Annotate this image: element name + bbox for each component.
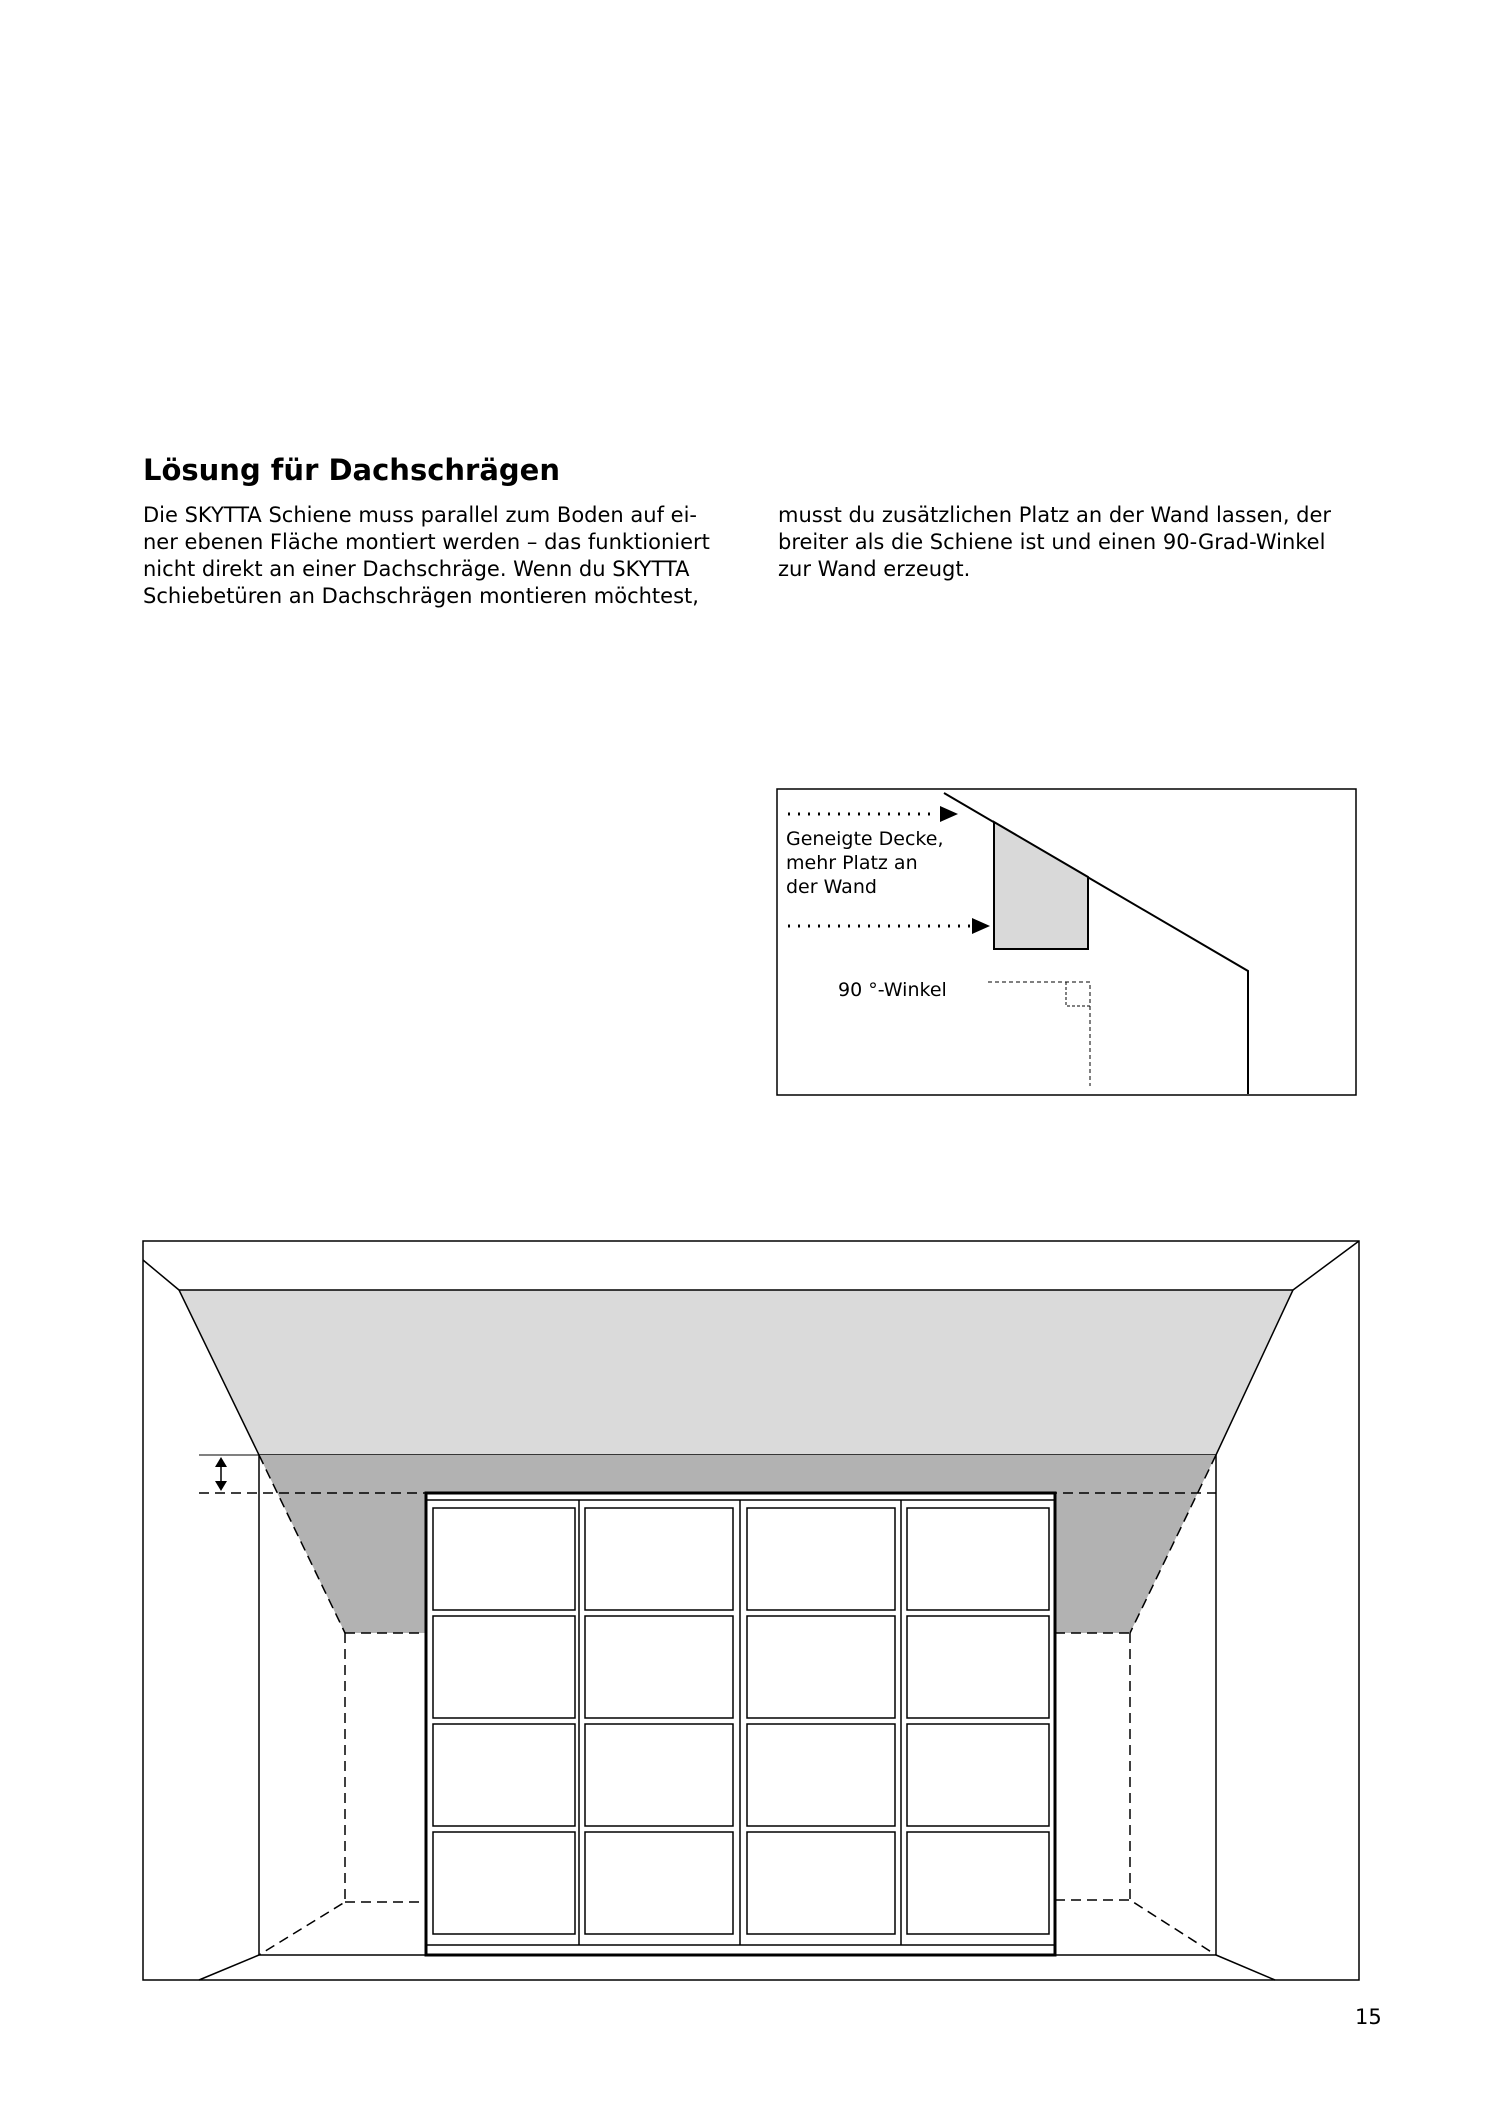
text-line: breiter als die Schiene ist und einen 90-Grad-Winkel <box>778 530 1326 554</box>
angle-label: 90 °-Winkel <box>838 979 947 1001</box>
section-title: Lösung für Dachschrägen <box>143 453 560 487</box>
ceiling-plane <box>179 1290 1293 1455</box>
text-line: Schiebetüren an Dachschrägen montieren möchtest, <box>143 584 699 608</box>
text-line: zur Wand erzeugt. <box>778 557 971 581</box>
sliding-door-wardrobe <box>426 1493 1055 1955</box>
sloped-ceiling-detail-illustration <box>776 788 1358 1098</box>
room-with-sloped-ceiling-illustration <box>142 1240 1362 1985</box>
text-line: musst du zusätzlichen Platz an der Wand lassen, der <box>778 503 1332 527</box>
text-line: nicht direkt an einer Dachschräge. Wenn du SKYTTA <box>143 557 690 581</box>
page-number: 15 <box>1355 2005 1382 2029</box>
body-text-right-column <box>778 502 1368 583</box>
body-text-left-column <box>143 502 733 610</box>
text-line: Die SKYTTA Schiene muss parallel zum Boden auf ei- <box>143 503 697 527</box>
text-line: ner ebenen Fläche montiert werden – das funktioniert <box>143 530 710 554</box>
detail-label: Geneigte Decke, mehr Platz an der Wand <box>786 828 944 898</box>
